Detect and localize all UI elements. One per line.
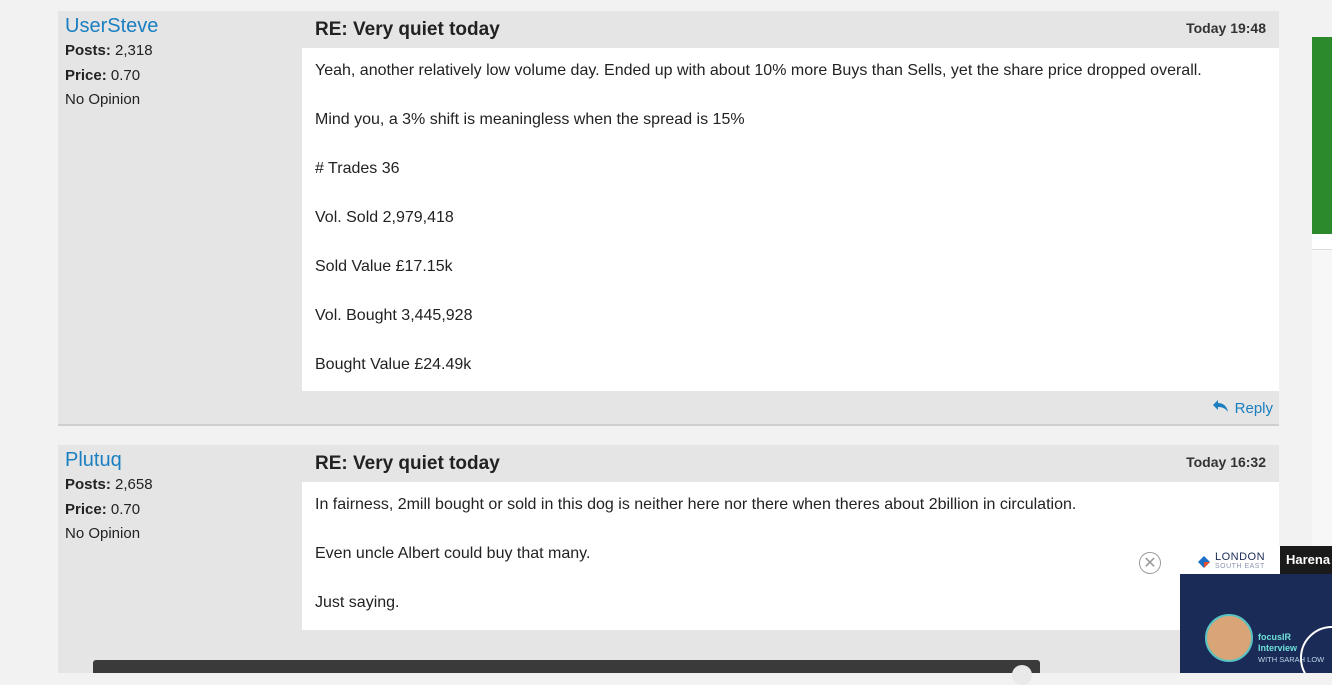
reply-label: Reply [1234, 399, 1273, 417]
ad-panel [1312, 37, 1332, 234]
bottom-sticky-bar[interactable] [93, 660, 1040, 673]
post-paragraph: In fairness, 2mill bought or sold in this dog is neither here nor there when theres about 2billion in circulation. [315, 496, 1077, 513]
video-ad-player[interactable] [1180, 546, 1332, 673]
author-name-link[interactable]: Plutuq [65, 449, 122, 471]
author-price: Price: 0.70 [65, 66, 141, 84]
post-paragraph: Bought Value £24.49k [315, 356, 472, 373]
author-opinion: No Opinion [65, 525, 141, 542]
post-header [302, 445, 1279, 482]
author-post-count: Posts: 2,318 [65, 42, 153, 59]
author-price: Price: 0.70 [65, 500, 141, 518]
author-name-link[interactable]: UserSteve [65, 15, 159, 37]
post-paragraph: Mind you, a 3% shift is meaningless when the spread is 15% [315, 111, 745, 128]
post-paragraph: Vol. Bought 3,445,928 [315, 307, 473, 324]
post-paragraph: Vol. Sold 2,979,418 [315, 209, 454, 226]
diamond-icon [1197, 555, 1211, 569]
ad-caption: focusIR Interview WITH SARAH LOW [1258, 632, 1325, 664]
post-author-panel [65, 13, 295, 113]
post-body [302, 482, 1279, 630]
close-icon: ✕ [1143, 555, 1157, 572]
bar-close-knob[interactable] [1012, 665, 1032, 685]
post-paragraph: Sold Value £17.15k [315, 258, 453, 275]
post-title: RE: Very quiet today [315, 453, 500, 474]
lse-logo: LONDON SOUTH EAST [1197, 552, 1265, 572]
post-paragraph: # Trades 36 [315, 160, 400, 177]
post-paragraph: Yeah, another relatively low volume day. Ended up with about 10% more Buys than Sells, yet the share price dropped overall. [315, 62, 1202, 79]
reply-button[interactable] [1212, 399, 1273, 417]
post-author-panel [65, 447, 295, 547]
forum-post [58, 445, 1279, 673]
post-header [302, 11, 1279, 48]
forum-post [58, 11, 1279, 426]
author-opinion: No Opinion [65, 91, 141, 108]
author-post-count: Posts: 2,658 [65, 476, 153, 493]
post-timestamp: Today 19:48 [1186, 20, 1266, 36]
post-body [302, 48, 1279, 391]
close-ad-button[interactable] [1139, 552, 1161, 574]
post-timestamp: Today 16:32 [1186, 454, 1266, 470]
presenter-avatar [1205, 614, 1253, 662]
post-title: RE: Very quiet today [315, 19, 500, 40]
ad-brand: Harena [1280, 546, 1332, 574]
post-paragraph: Just saying. [315, 594, 400, 611]
post-paragraph: Even uncle Albert could buy that many. [315, 545, 591, 562]
reply-icon [1212, 399, 1229, 417]
